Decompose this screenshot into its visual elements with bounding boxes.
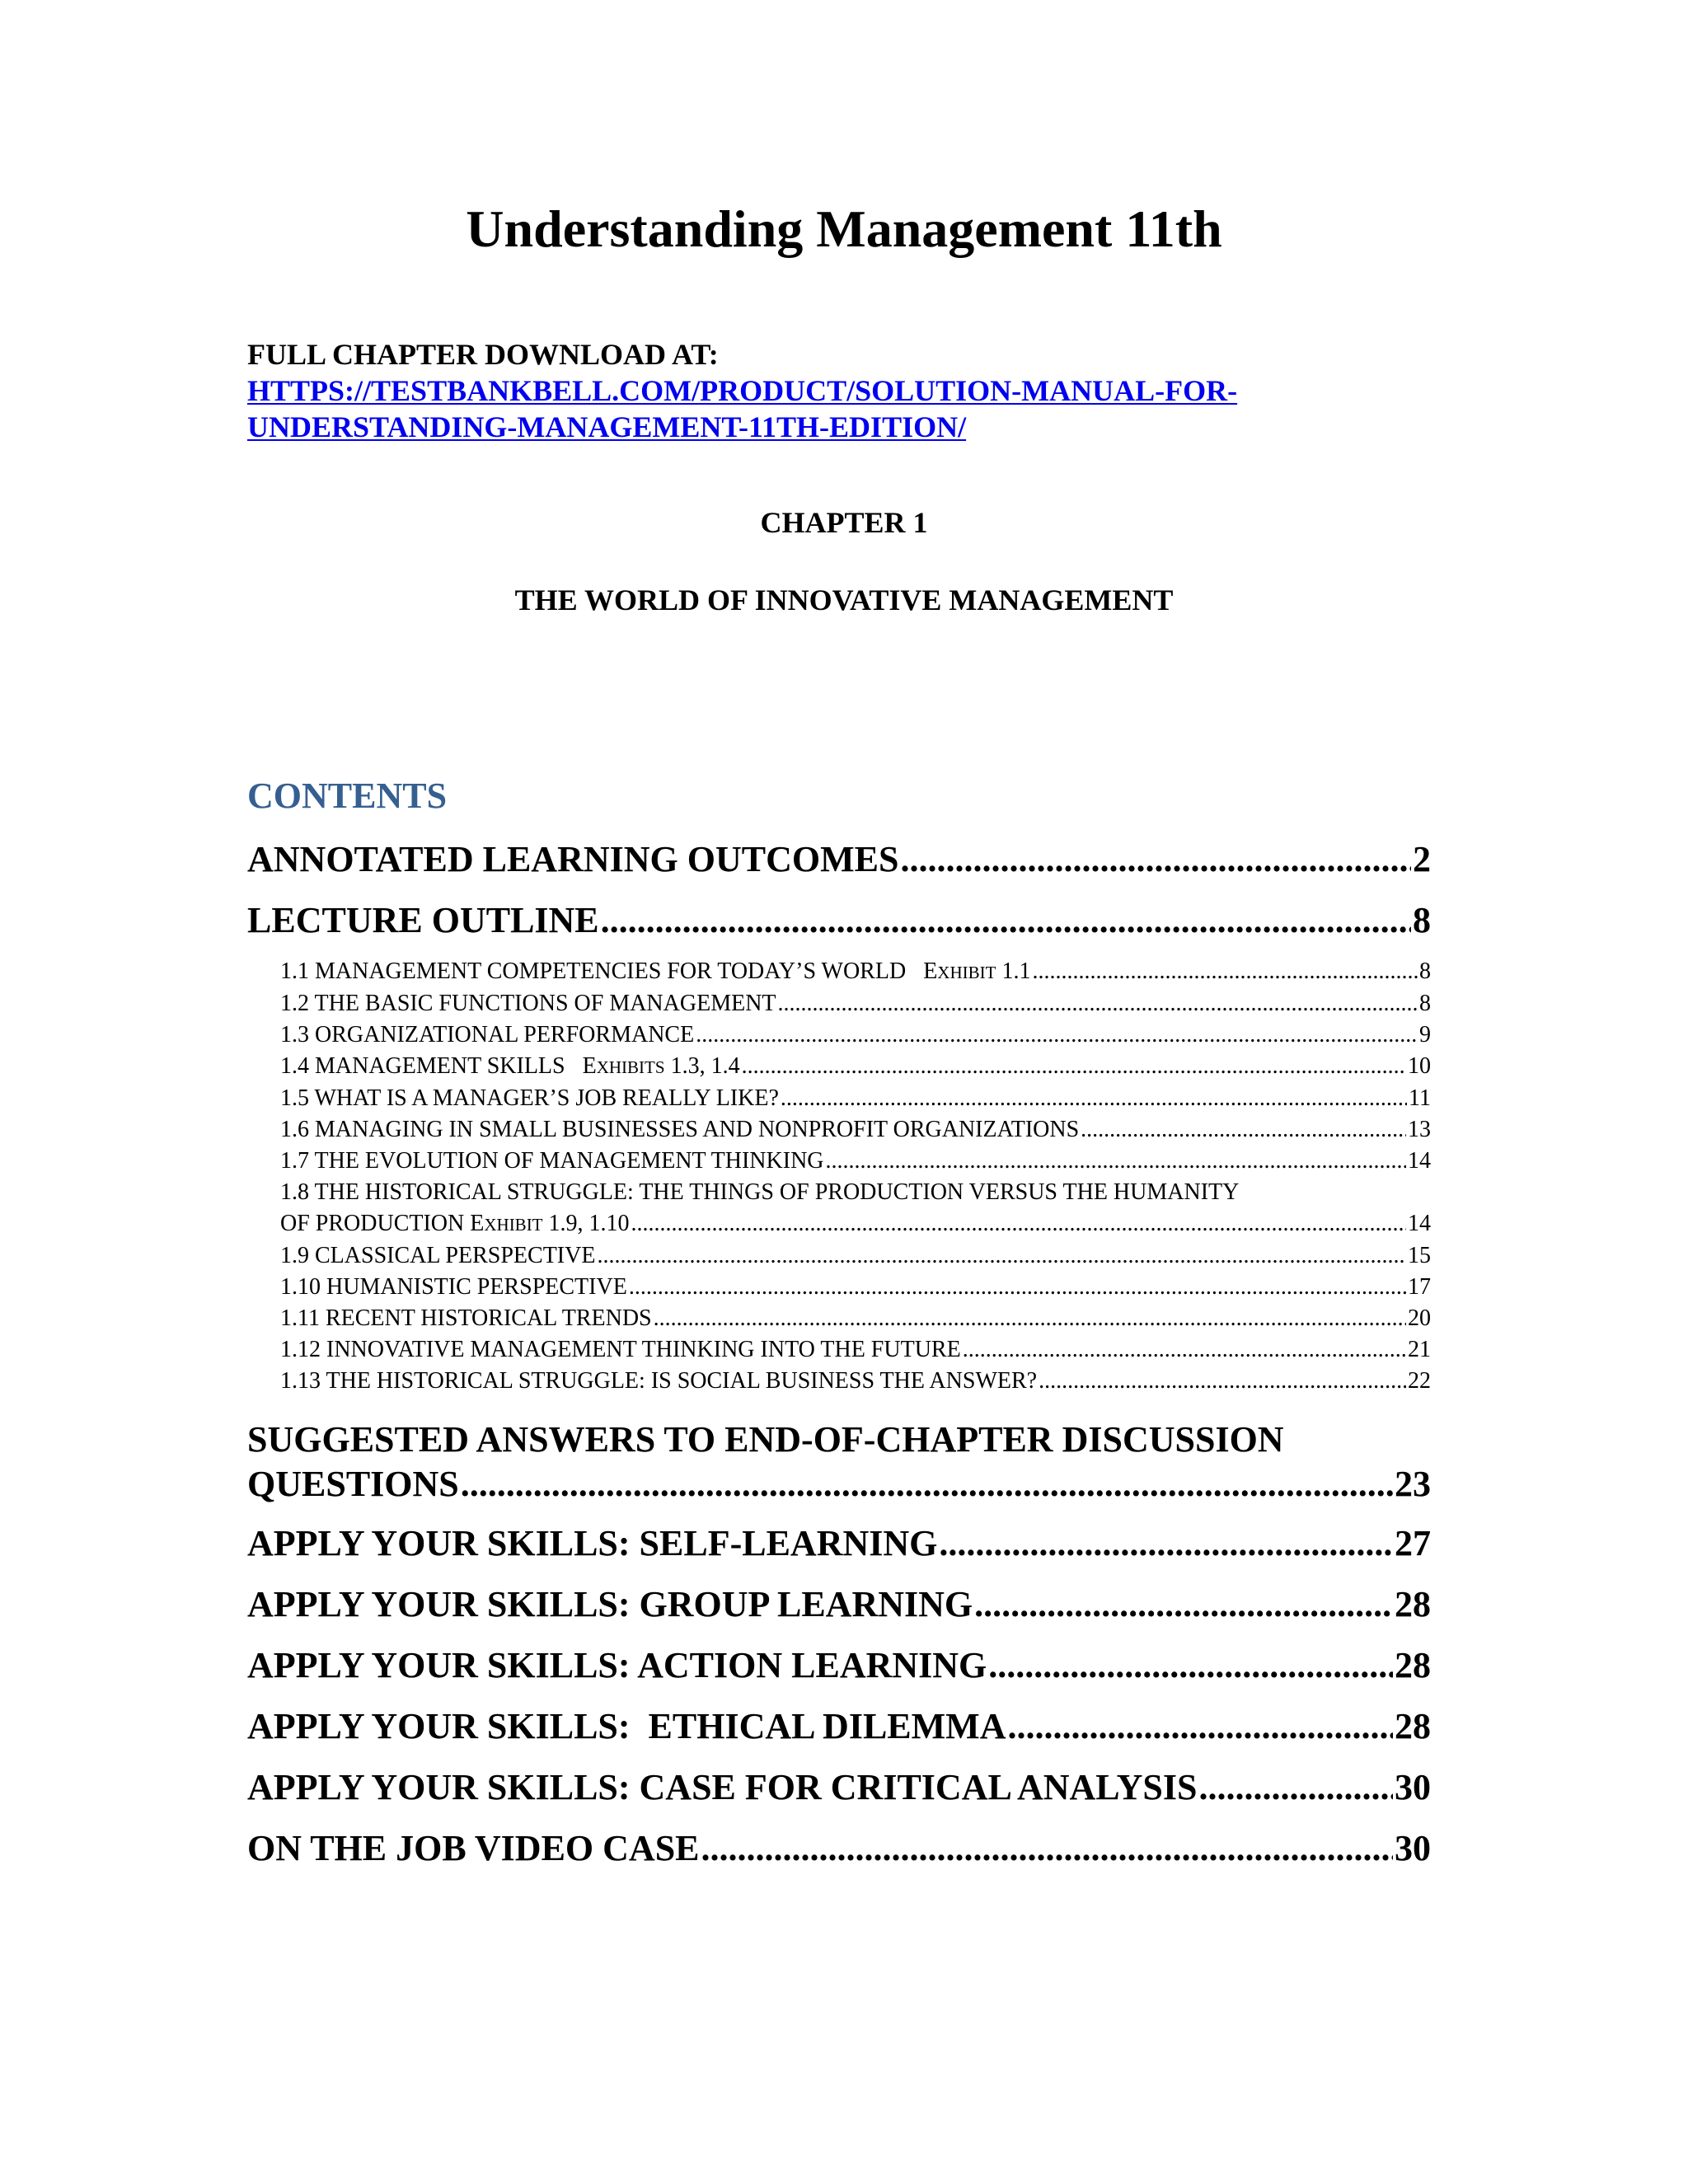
toc-dot-leader <box>629 1272 1406 1303</box>
toc-dot-leader <box>1198 1765 1393 1810</box>
toc-subentry-1-8[interactable] <box>247 1208 1431 1240</box>
toc-dot-leader <box>701 1826 1393 1871</box>
toc-dot-leader <box>631 1208 1406 1240</box>
toc-page-number: 23 <box>1395 1464 1431 1504</box>
toc-page-number: 2 <box>1413 839 1431 879</box>
toc-entry-self-learning[interactable] <box>247 1521 1431 1566</box>
toc-section-ethical-dilemma <box>247 1704 1431 1749</box>
toc-entry-video-case[interactable] <box>247 1826 1431 1871</box>
toc-page-number: 30 <box>1395 1828 1431 1868</box>
toc-subentry-label: 1.7 THE EVOLUTION OF MANAGEMENT THINKING <box>280 1148 824 1174</box>
toc-page-number: 28 <box>1395 1645 1431 1685</box>
download-block <box>247 336 1442 445</box>
toc-subentry-1-11[interactable] <box>247 1303 1431 1334</box>
toc-section-discussion <box>247 1418 1431 1507</box>
toc-dot-leader <box>601 898 1411 943</box>
toc-dot-leader <box>742 1051 1406 1082</box>
toc-dot-leader <box>696 1019 1418 1051</box>
chapter-title: THE WORLD OF INNOVATIVE MANAGEMENT <box>514 583 1174 616</box>
toc-subentry-label: 1.2 THE BASIC FUNCTIONS OF MANAGEMENT <box>280 991 776 1016</box>
toc-entry-lecture-outline[interactable] <box>247 898 1431 943</box>
toc-dot-leader <box>778 988 1418 1019</box>
toc-entry-label: APPLY YOUR SKILLS: ACTION LEARNING <box>247 1645 987 1685</box>
toc-page-number: 28 <box>1395 1584 1431 1624</box>
toc-dot-leader <box>781 1083 1407 1114</box>
toc-entry-label: ON THE JOB VIDEO CASE <box>247 1828 700 1868</box>
toc-subentry-1-9[interactable] <box>247 1240 1431 1272</box>
toc-subentry-1-8-line1[interactable]: 1.8 THE HISTORICAL STRUGGLE: THE THINGS OF PRODUCTION VERSUS THE HUMANITY <box>280 1179 1240 1205</box>
toc-entry-group-learning[interactable] <box>247 1582 1431 1627</box>
toc-subentry-label: 1.11 RECENT HISTORICAL TRENDS <box>280 1305 652 1331</box>
toc-page-number: 13 <box>1408 1117 1431 1142</box>
toc-dot-leader <box>654 1303 1406 1334</box>
toc-section-action-learning <box>247 1643 1431 1688</box>
toc-page-number: 28 <box>1395 1706 1431 1746</box>
chapter-number: CHAPTER 1 <box>760 506 928 539</box>
toc-subentry-label: 1.1 MANAGEMENT COMPETENCIES FOR TODAY’S WORLD EXHIBIT 1.1 <box>280 958 1031 984</box>
toc-subentry-1-6[interactable] <box>247 1114 1431 1146</box>
toc-page-number: 8 <box>1413 900 1431 940</box>
toc-entry-learning-outcomes[interactable] <box>247 837 1431 882</box>
toc-page-number: 22 <box>1408 1368 1431 1394</box>
toc-page-number: 10 <box>1408 1053 1431 1079</box>
toc-dot-leader <box>963 1334 1406 1366</box>
toc-entry-discussion[interactable] <box>247 1462 1431 1507</box>
toc-entry-ethical-dilemma[interactable] <box>247 1704 1431 1749</box>
toc-subentry-1-10[interactable] <box>247 1272 1431 1303</box>
toc-page-number: 27 <box>1395 1523 1431 1563</box>
toc-section-critical-analysis <box>247 1765 1431 1810</box>
toc-dot-leader <box>974 1582 1393 1627</box>
toc-dot-leader <box>461 1462 1393 1507</box>
toc-page-number: 15 <box>1408 1243 1431 1268</box>
toc-subentry-label: 1.12 INNOVATIVE MANAGEMENT THINKING INTO THE FUTURE <box>280 1337 961 1362</box>
toc-section-major-2 <box>247 898 1431 943</box>
toc-page-number: 8 <box>1419 991 1431 1016</box>
toc-dot-leader <box>1032 956 1418 987</box>
document-title: Understanding Management 11th <box>466 199 1222 258</box>
toc-dot-leader <box>1081 1114 1406 1146</box>
toc-dot-leader <box>597 1240 1406 1272</box>
toc-page-number: 30 <box>1395 1767 1431 1807</box>
toc-dot-leader <box>1007 1704 1393 1749</box>
toc-subentry-label: 1.10 HUMANISTIC PERSPECTIVE <box>280 1274 627 1300</box>
toc-page-number: 14 <box>1408 1211 1431 1236</box>
toc-section-self-learning <box>247 1521 1431 1566</box>
toc-page-number: 21 <box>1408 1337 1431 1362</box>
toc-page-number: 20 <box>1408 1305 1431 1331</box>
toc-page-number: 14 <box>1408 1148 1431 1174</box>
download-label: FULL CHAPTER DOWNLOAD AT: <box>247 338 719 371</box>
toc-entry-label: LECTURE OUTLINE <box>247 900 599 940</box>
toc-section-major-1 <box>247 837 1431 882</box>
toc-subentry-1-12[interactable] <box>247 1334 1431 1366</box>
toc-dot-leader <box>900 837 1411 882</box>
contents-heading: CONTENTS <box>247 776 448 816</box>
toc-subsection-list <box>247 956 1431 1397</box>
toc-entry-label: APPLY YOUR SKILLS: CASE FOR CRITICAL ANALYSIS <box>247 1767 1198 1807</box>
toc-subentry-label: 1.6 MANAGING IN SMALL BUSINESSES AND NONPROFIT ORGANIZATIONS <box>280 1117 1080 1142</box>
toc-entry-label: QUESTIONS <box>247 1464 459 1504</box>
toc-dot-leader <box>826 1146 1406 1177</box>
toc-entry-label: APPLY YOUR SKILLS: ETHICAL DILEMMA <box>247 1706 1006 1746</box>
toc-entry-critical-analysis[interactable] <box>247 1765 1431 1810</box>
toc-subentry-label: 1.4 MANAGEMENT SKILLS EXHIBITS 1.3, 1.4 <box>280 1053 740 1079</box>
toc-entry-discussion-line1[interactable]: SUGGESTED ANSWERS TO END-OF-CHAPTER DISCUSSION <box>247 1419 1284 1460</box>
toc-page-number: 9 <box>1419 1022 1431 1047</box>
toc-page-number: 17 <box>1408 1274 1431 1300</box>
toc-subentry-1-13[interactable] <box>247 1366 1431 1397</box>
toc-subentry-1-2[interactable] <box>247 988 1431 1019</box>
toc-entry-action-learning[interactable] <box>247 1643 1431 1688</box>
toc-entry-label: APPLY YOUR SKILLS: SELF-LEARNING <box>247 1523 938 1563</box>
toc-subentry-label: OF PRODUCTION EXHIBIT 1.9, 1.10 <box>280 1211 630 1236</box>
download-link-line1[interactable]: HTTPS://TESTBANKBELL.COM/PRODUCT/SOLUTION-MANUAL-FOR- <box>247 374 1238 407</box>
download-link[interactable] <box>247 373 1442 445</box>
toc-subentry-label: 1.5 WHAT IS A MANAGER’S JOB REALLY LIKE? <box>280 1085 779 1111</box>
toc-dot-leader <box>1039 1366 1406 1397</box>
toc-section-video-case <box>247 1826 1431 1871</box>
toc-subentry-1-1[interactable] <box>247 956 1431 988</box>
toc-subentry-1-3[interactable] <box>247 1019 1431 1051</box>
toc-subentry-label: 1.9 CLASSICAL PERSPECTIVE <box>280 1243 596 1268</box>
toc-dot-leader <box>939 1521 1393 1566</box>
toc-dot-leader <box>988 1643 1393 1688</box>
toc-subentry-label: 1.13 THE HISTORICAL STRUGGLE: IS SOCIAL BUSINESS THE ANSWER? <box>280 1368 1038 1394</box>
download-link-line2[interactable]: UNDERSTANDING-MANAGEMENT-11TH-EDITION/ <box>247 410 967 443</box>
toc-page-number: 8 <box>1419 958 1431 984</box>
toc-entry-label: ANNOTATED LEARNING OUTCOMES <box>247 839 899 879</box>
toc-section-group-learning <box>247 1582 1431 1627</box>
toc-subentry-1-7[interactable] <box>247 1146 1431 1177</box>
toc-subentry-1-5[interactable] <box>247 1083 1431 1114</box>
toc-entry-label: APPLY YOUR SKILLS: GROUP LEARNING <box>247 1584 973 1624</box>
toc-subentry-label: 1.3 ORGANIZATIONAL PERFORMANCE <box>280 1022 695 1047</box>
toc-subentry-1-4[interactable] <box>247 1051 1431 1083</box>
toc-page-number: 11 <box>1409 1085 1431 1111</box>
